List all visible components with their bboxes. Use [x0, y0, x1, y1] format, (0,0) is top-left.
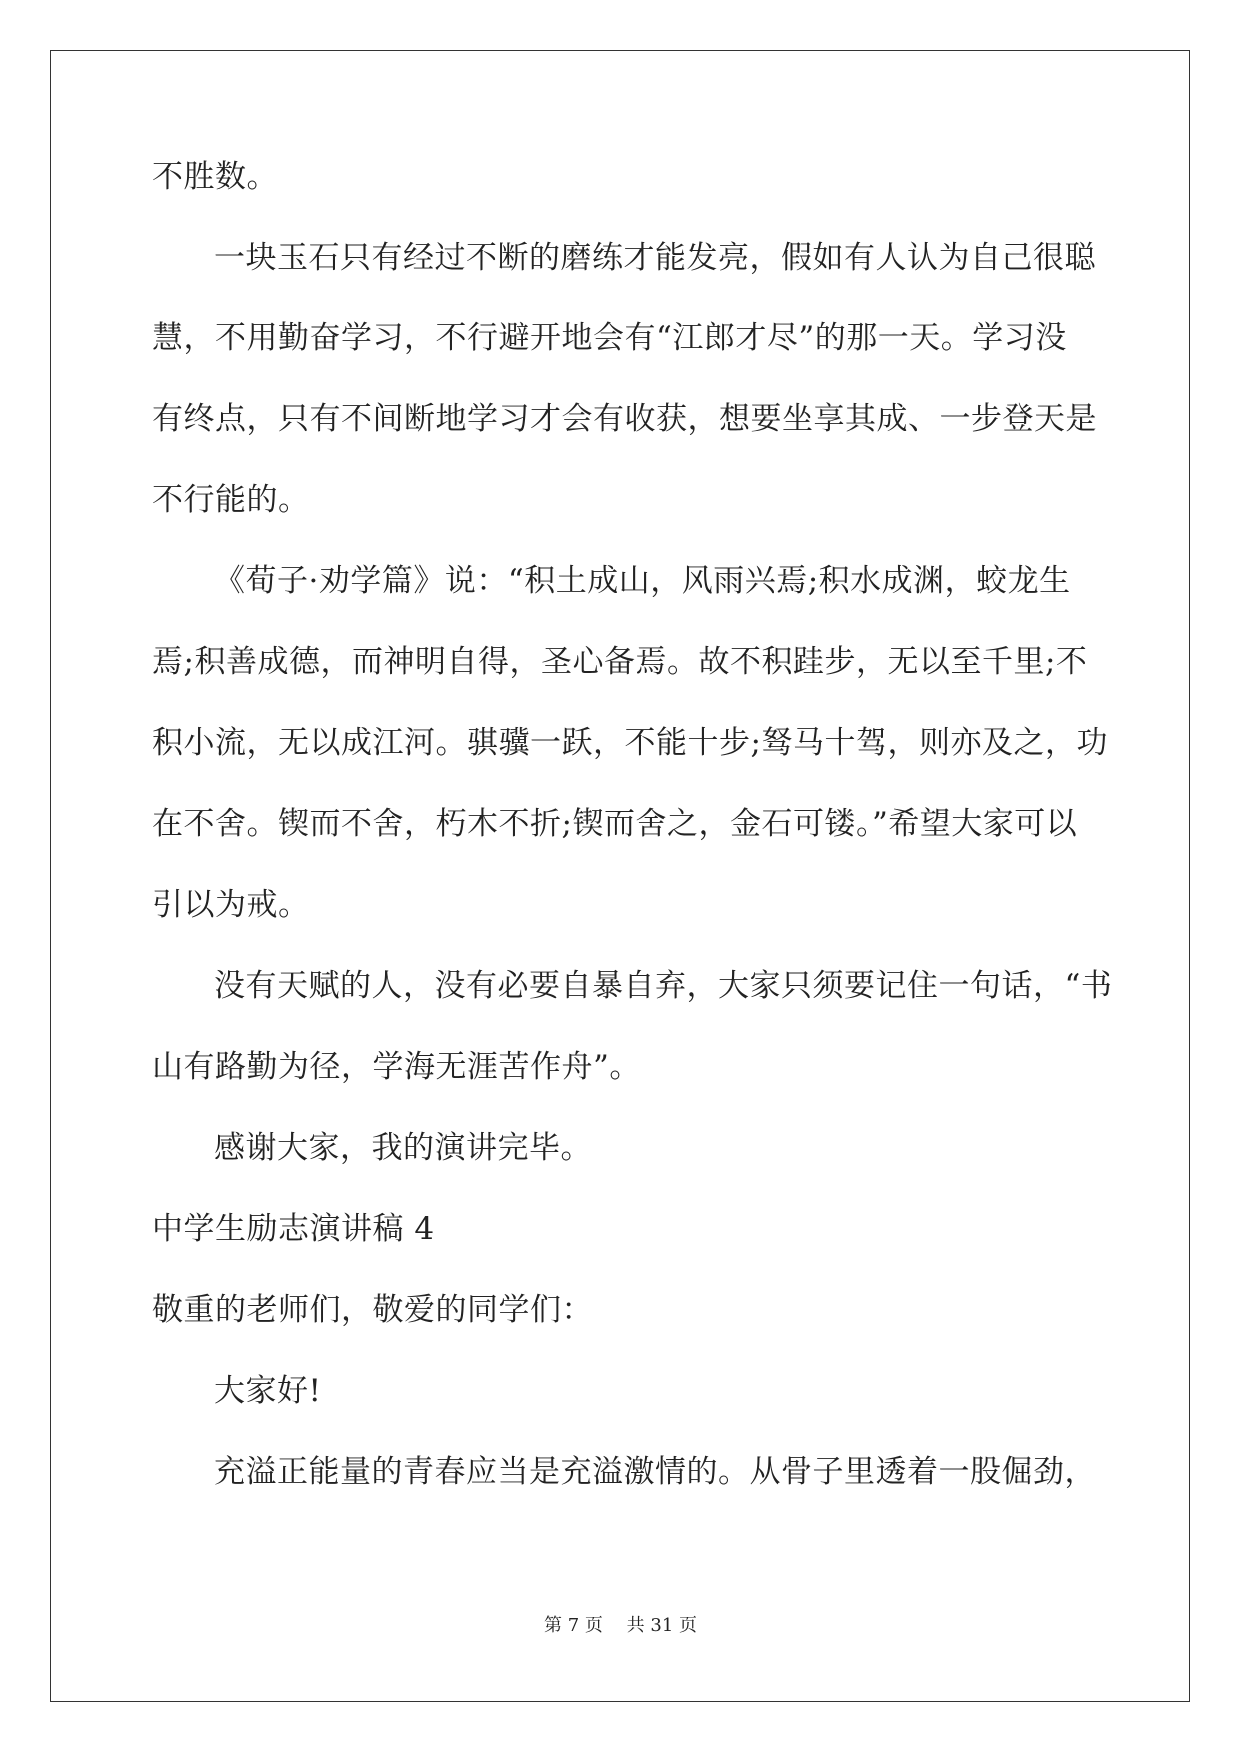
paragraph-line: 没有天赋的人，没有必要自暴自弃，大家只须要记住一句话，“书 [214, 968, 1113, 1004]
paragraph-line: 不行能的。 [152, 482, 310, 518]
paragraph-line: 引以为戒。 [152, 887, 310, 923]
section-title: 中学生励志演讲稿 4 [152, 1211, 435, 1247]
paragraph-line: 山有路勤为径，学海无涯苦作舟”。 [152, 1049, 641, 1085]
total-pages: 共 31 页 [626, 1615, 697, 1636]
paragraph-line: 充溢正能量的青春应当是充溢激情的。从骨子里透着一股倔劲， [214, 1454, 1096, 1490]
paragraph-line: 在不舍。锲而不舍，朽木不折;锲而舍之，金石可镂。”希望大家可以 [152, 806, 1078, 842]
paragraph-line: 一块玉石只有经过不断的磨练才能发亮，假如有人认为自己很聪 [214, 240, 1096, 276]
paragraph-line: 感谢大家，我的演讲完毕。 [214, 1130, 592, 1166]
paragraph-line: 《荀子·劝学篇》说：“积土成山，风雨兴焉;积水成渊，蛟龙生 [214, 563, 1071, 599]
paragraph-line: 焉;积善成德，而神明自得，圣心备焉。故不积跬步，无以至千里;不 [152, 644, 1088, 680]
paragraph-line: 慧，不用勤奋学习，不行避开地会有“江郎才尽”的那一天。学习没 [152, 320, 1067, 356]
greeting: 大家好! [214, 1373, 322, 1409]
paragraph-line: 有终点，只有不间断地学习才会有收获，想要坐享其成、一步登天是 [152, 401, 1097, 437]
salutation: 敬重的老师们，敬爱的同学们： [152, 1292, 593, 1328]
paragraph-line: 不胜数。 [152, 159, 278, 195]
paragraph-line: 积小流，无以成江河。骐骥一跃，不能十步;驽马十驾，则亦及之，功 [152, 725, 1108, 761]
page-number: 第 7 页 [544, 1615, 603, 1636]
page-footer [0, 1614, 1241, 1638]
